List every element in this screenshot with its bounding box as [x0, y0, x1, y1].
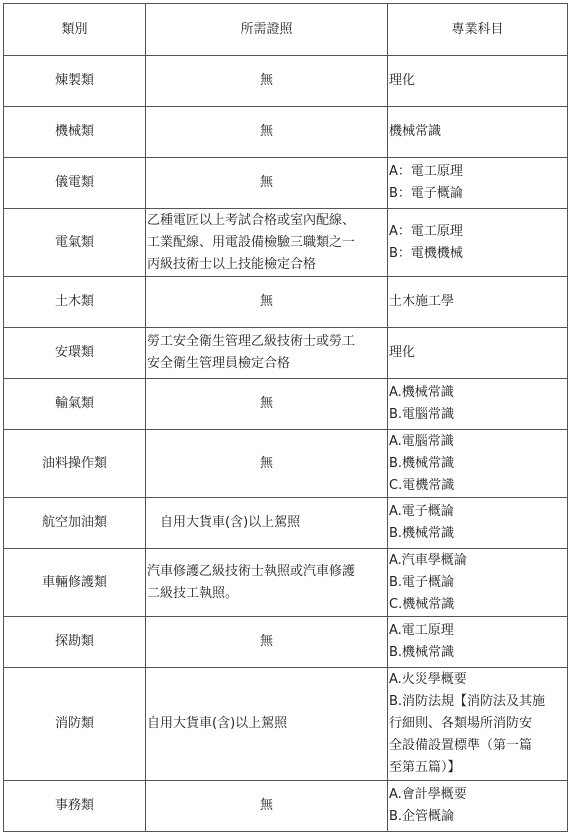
category-cell: 油料操作類: [4, 430, 146, 498]
certificate-cell: [146, 498, 388, 549]
subjects-cell: [388, 617, 568, 668]
table-row: [4, 781, 568, 832]
subject-line: B：電機機械: [389, 245, 463, 261]
certificate-cell: [146, 430, 388, 498]
subject-line: 機械常識: [389, 124, 442, 139]
category-cell: 輸氣類: [4, 379, 146, 430]
certificate-cell: [146, 107, 388, 158]
category-cell: 消防類: [4, 668, 146, 781]
category-cell: 探勘類: [4, 617, 146, 668]
category-cell: 土木類: [4, 277, 146, 328]
certificate-line: 二級技工執照。: [147, 585, 239, 601]
header-subjects: 專業科目: [388, 4, 568, 56]
subject-line: B.消防法規【消防法及其施: [389, 694, 546, 709]
certificate-line: 無: [259, 798, 273, 813]
certificate-cell: [146, 379, 388, 430]
subjects-cell: [388, 379, 568, 430]
table-row: [4, 328, 568, 379]
table-row: [4, 56, 568, 107]
subjects-cell: [388, 549, 568, 617]
subject-line: B：電子概論: [389, 186, 463, 201]
table-body: [4, 56, 568, 832]
certificate-cell: [146, 158, 388, 209]
certificate-line: 汽車修護乙級技術士執照或汽車修護: [147, 563, 356, 579]
category-cell: 安環類: [4, 328, 146, 379]
subject-line: A：電工原理: [389, 223, 463, 239]
certificate-line: 無: [259, 634, 273, 649]
table-row: [4, 430, 568, 498]
certificate-line: 自用大貨車(含)以上駕照: [160, 515, 301, 530]
category-cell: 機械類: [4, 107, 146, 158]
table-row: [4, 277, 568, 328]
subject-line: C.機械常識: [389, 596, 455, 612]
subjects-cell: [388, 781, 568, 832]
table-row: [4, 379, 568, 430]
table-row: [4, 498, 568, 549]
certificate-line: 無: [259, 294, 273, 309]
certificate-cell: [146, 56, 388, 107]
certificate-cell: [146, 668, 388, 781]
certificate-line: 工業配線、用電設備檢驗三職類之一: [147, 234, 356, 250]
category-cell: 事務類: [4, 781, 146, 832]
certificate-line: 丙級技術士以上技能檢定合格: [147, 256, 317, 272]
table-header-row: [4, 4, 568, 56]
subject-line: A：電工原理: [389, 164, 463, 179]
subject-line: A.電子概論: [389, 504, 454, 519]
subjects-cell: [388, 668, 568, 781]
category-cell: 電氣類: [4, 209, 146, 277]
subject-line: 至第五篇）】: [389, 760, 461, 775]
table-row: [4, 617, 568, 668]
subject-line: 行細則、各類場所消防安: [389, 716, 533, 731]
certificate-line: 自用大貨車(含)以上駕照: [147, 716, 288, 731]
subject-line: B.機械常識: [389, 455, 455, 471]
subject-line: 理化: [389, 73, 416, 88]
subject-line: A.汽車學概論: [389, 552, 467, 568]
table-row: [4, 158, 568, 209]
category-cell: 航空加油類: [4, 498, 146, 549]
certificate-line: 無: [259, 455, 273, 471]
certificate-line: 乙種電匠以上考試合格或室內配線、: [147, 212, 356, 228]
subject-line: 土木施工學: [389, 294, 455, 309]
subjects-cell: [388, 498, 568, 549]
certificate-line: 無: [259, 124, 273, 139]
subject-line: B.電子概論: [389, 574, 455, 590]
subject-line: C.電機常識: [389, 477, 455, 493]
subjects-cell: [388, 277, 568, 328]
certificate-line: 無: [259, 73, 273, 88]
certificate-line: 無: [259, 175, 273, 190]
subject-line: A.機械常識: [389, 385, 454, 400]
subject-line: A.電工原理: [389, 623, 454, 638]
category-cell: 儀電類: [4, 158, 146, 209]
certificate-cell: [146, 209, 388, 277]
subject-line: A.火災學概要: [389, 672, 467, 687]
table-row: [4, 668, 568, 781]
certificate-line: 勞工安全衛生管理乙級技術士或勞工: [147, 334, 356, 349]
subject-line: A.會計學概要: [389, 787, 467, 802]
certificate-cell: [146, 328, 388, 379]
subject-line: A.電腦常識: [389, 433, 454, 449]
certificate-cell: [146, 549, 388, 617]
certificate-line: 安全衛生管理員檢定合格: [147, 356, 291, 371]
header-category: 類別: [4, 4, 146, 56]
table-row: [4, 107, 568, 158]
recruitment-category-table: [3, 3, 568, 832]
subjects-cell: [388, 107, 568, 158]
subject-line: B.機械常識: [389, 645, 455, 660]
certificate-cell: [146, 277, 388, 328]
certificate-cell: [146, 617, 388, 668]
subject-line: 理化: [389, 345, 416, 360]
category-cell: 車輛修護類: [4, 549, 146, 617]
category-cell: 煉製類: [4, 56, 146, 107]
subjects-cell: [388, 209, 568, 277]
table-row: [4, 549, 568, 617]
subjects-cell: [388, 56, 568, 107]
subject-line: B.企管概論: [389, 809, 455, 824]
subject-line: 全設備設置標準（第一篇: [389, 738, 533, 753]
subject-line: B.電腦常識: [389, 407, 455, 422]
header-certificate: 所需證照: [146, 4, 388, 56]
certificate-line: 無: [259, 396, 273, 411]
subjects-cell: [388, 430, 568, 498]
table-row: [4, 209, 568, 277]
subjects-cell: [388, 158, 568, 209]
subjects-cell: [388, 328, 568, 379]
subject-line: B.機械常識: [389, 526, 455, 541]
certificate-cell: [146, 781, 388, 832]
